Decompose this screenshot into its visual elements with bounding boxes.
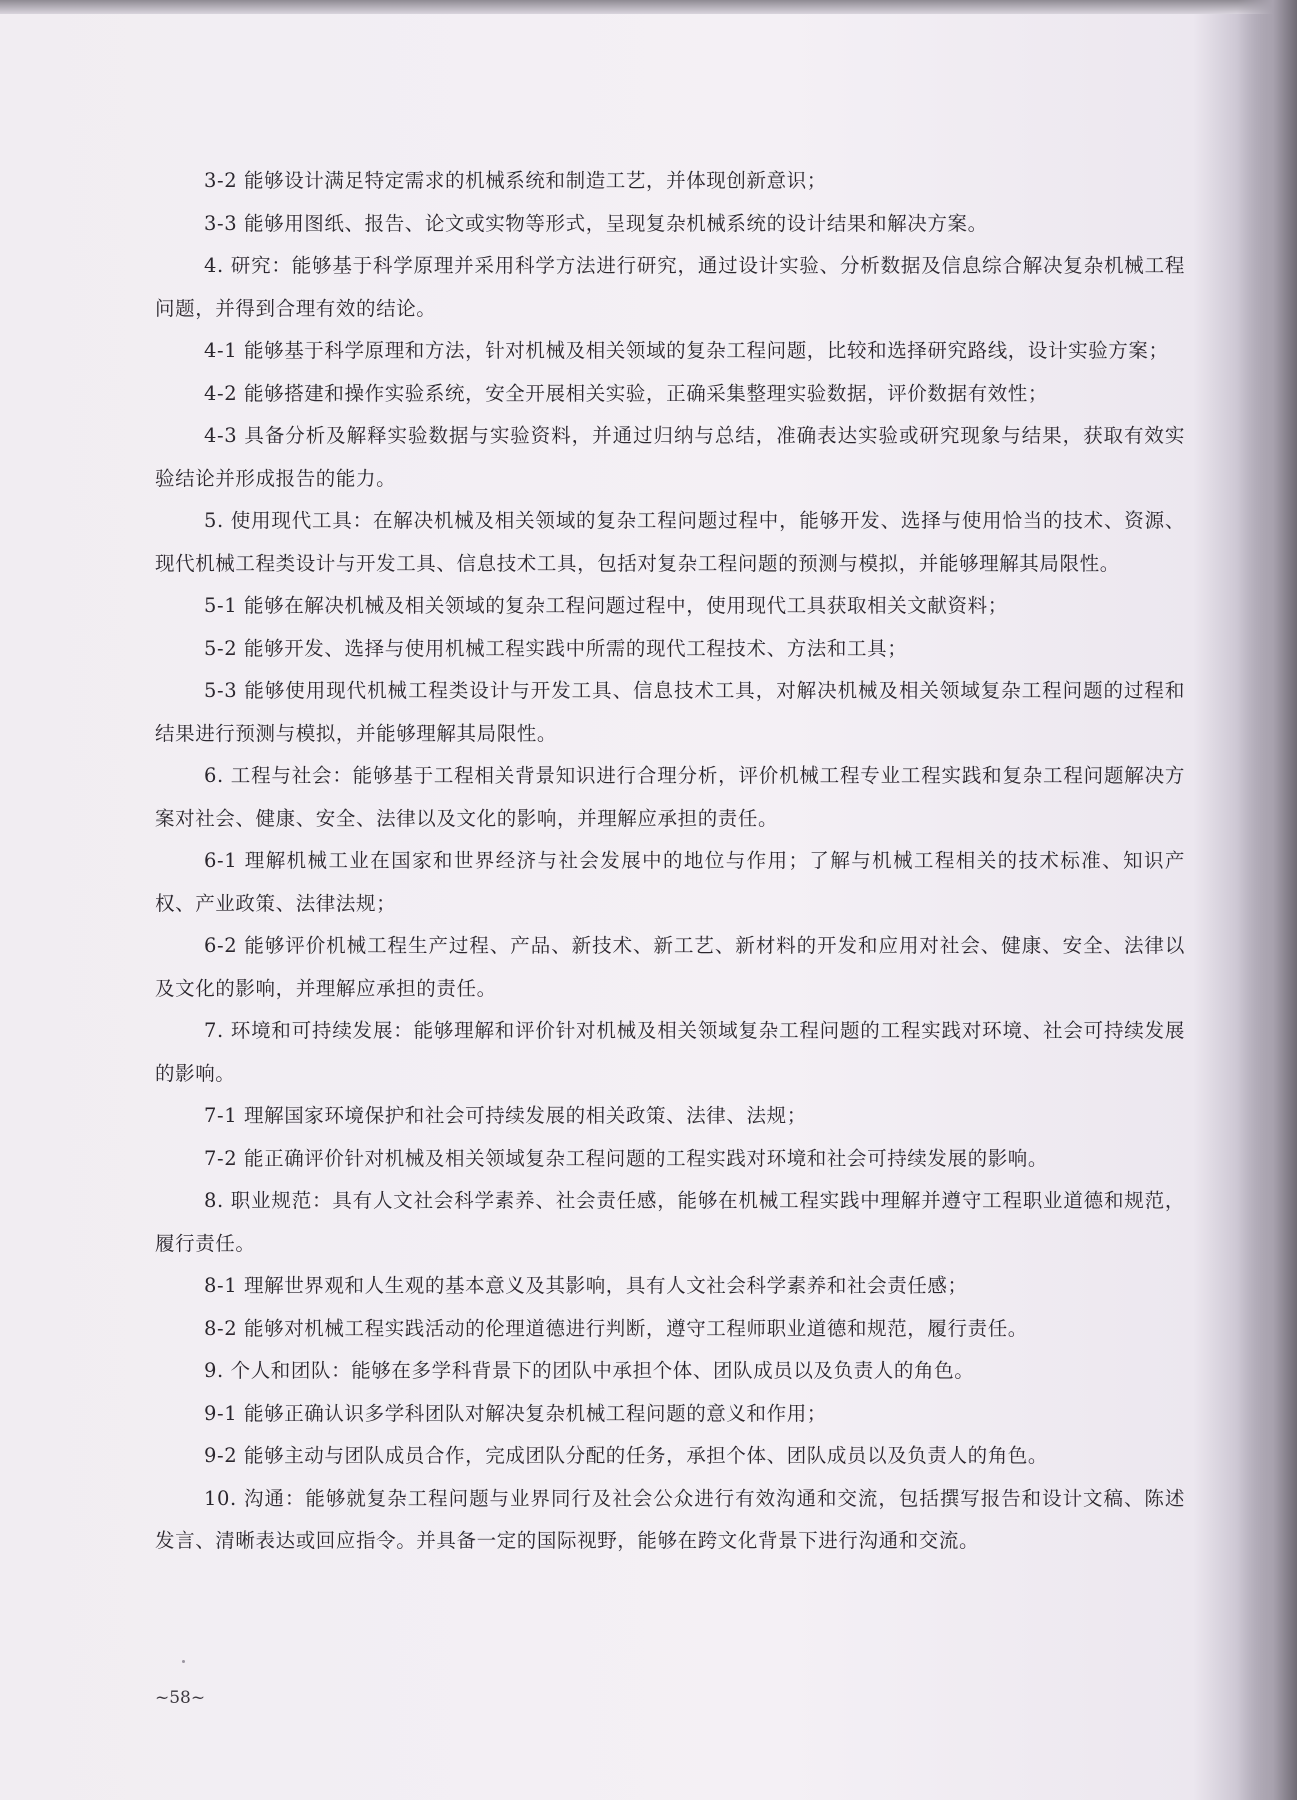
paragraph: 4. 研究：能够基于科学原理并采用科学方法进行研究，通过设计实验、分析数据及信息综合解决复杂机械工程问题，并得到合理有效的结论。 — [155, 254, 1185, 320]
body-text — [155, 160, 1185, 1563]
paragraph: 8. 职业规范：具有人文社会科学素养、社会责任感，能够在机械工程实践中理解并遵守工程职业道德和规范，履行责任。 — [155, 1189, 1185, 1255]
paragraph: 9. 个人和团队：能够在多学科背景下的团队中承担个体、团队成员以及负责人的角色。 — [204, 1359, 975, 1382]
paragraph: 4-2 能够搭建和操作实验系统，安全开展相关实验，正确采集整理实验数据，评价数据有效性； — [204, 381, 1049, 405]
paragraph: 8-2 能够对机械工程实践活动的伦理道德进行判断，遵守工程师职业道德和规范，履行责任。 — [204, 1316, 1028, 1340]
scan-right-edge — [1237, 0, 1297, 1800]
paragraph: 5-3 能够使用现代机械工程类设计与开发工具、信息技术工具，对解决机械及相关领域复杂工程问题的过程和结果进行预测与模拟，并能够理解其局限性。 — [155, 679, 1185, 745]
paragraph: 6-1 理解机械工业在国家和世界经济与社会发展中的地位与作用；了解与机械工程相关的技术标准、知识产权、产业政策、法律法规； — [155, 849, 1185, 915]
paragraph: 9-1 能够正确认识多学科团队对解决复杂机械工程问题的意义和作用； — [204, 1401, 827, 1425]
paragraph: 5-1 能够在解决机械及相关领域的复杂工程问题过程中，使用现代工具获取相关文献资料； — [204, 594, 1008, 617]
paragraph: 7-1 理解国家环境保护和社会可持续发展的相关政策、法律、法规； — [204, 1104, 807, 1127]
paragraph: 3-2 能够设计满足特定需求的机械系统和制造工艺，并体现创新意识； — [204, 169, 827, 192]
scan-speck — [182, 1660, 185, 1663]
paragraph: 7-2 能正确评价针对机械及相关领域复杂工程问题的工程实践对环境和社会可持续发展的影响。 — [204, 1146, 1049, 1170]
paragraph: 4-3 具备分析及解释实验数据与实验资料，并通过归纳与总结，准确表达实验或研究现象与结果，获取有效实验结论并形成报告的能力。 — [155, 424, 1185, 490]
page-number: ~58~ — [155, 1688, 206, 1708]
paragraph: 5-2 能够开发、选择与使用机械工程实践中所需的现代工程技术、方法和工具； — [204, 636, 908, 660]
paragraph: 6. 工程与社会：能够基于工程相关背景知识进行合理分析，评价机械工程专业工程实践和复杂工程问题解决方案对社会、健康、安全、法律以及文化的影响，并理解应承担的责任。 — [155, 764, 1185, 830]
paragraph: 6-2 能够评价机械工程生产过程、产品、新技术、新工艺、新材料的开发和应用对社会、健康、安全、法律以及文化的影响，并理解应承担的责任。 — [155, 934, 1185, 1000]
paragraph: 5. 使用现代工具：在解决机械及相关领域的复杂工程问题过程中，能够开发、选择与使用恰当的技术、资源、现代机械工程类设计与开发工具、信息技术工具，包括对复杂工程问题的预测与模拟，并能够理解其局限性。 — [155, 509, 1185, 575]
paragraph: 9-2 能够主动与团队成员合作，完成团队分配的任务，承担个体、团队成员以及负责人的角色。 — [204, 1444, 1049, 1467]
paragraph: 8-1 理解世界观和人生观的基本意义及其影响，具有人文社会科学素养和社会责任感； — [204, 1274, 968, 1297]
scan-top-shadow — [0, 0, 1297, 14]
paragraph: 3-3 能够用图纸、报告、论文或实物等形式，呈现复杂机械系统的设计结果和解决方案。 — [204, 211, 988, 235]
paragraph: 7. 环境和可持续发展：能够理解和评价针对机械及相关领域复杂工程问题的工程实践对环境、社会可持续发展的影响。 — [155, 1019, 1185, 1085]
paragraph: 10. 沟通：能够就复杂工程问题与业界同行及社会公众进行有效沟通和交流，包括撰写报告和设计文稿、陈述发言、清晰表达或回应指令。并具备一定的国际视野，能够在跨文化背景下进行沟通和交流。 — [155, 1486, 1185, 1552]
paragraph: 4-1 能够基于科学原理和方法，针对机械及相关领域的复杂工程问题，比较和选择研究路线，设计实验方案； — [204, 339, 1169, 362]
